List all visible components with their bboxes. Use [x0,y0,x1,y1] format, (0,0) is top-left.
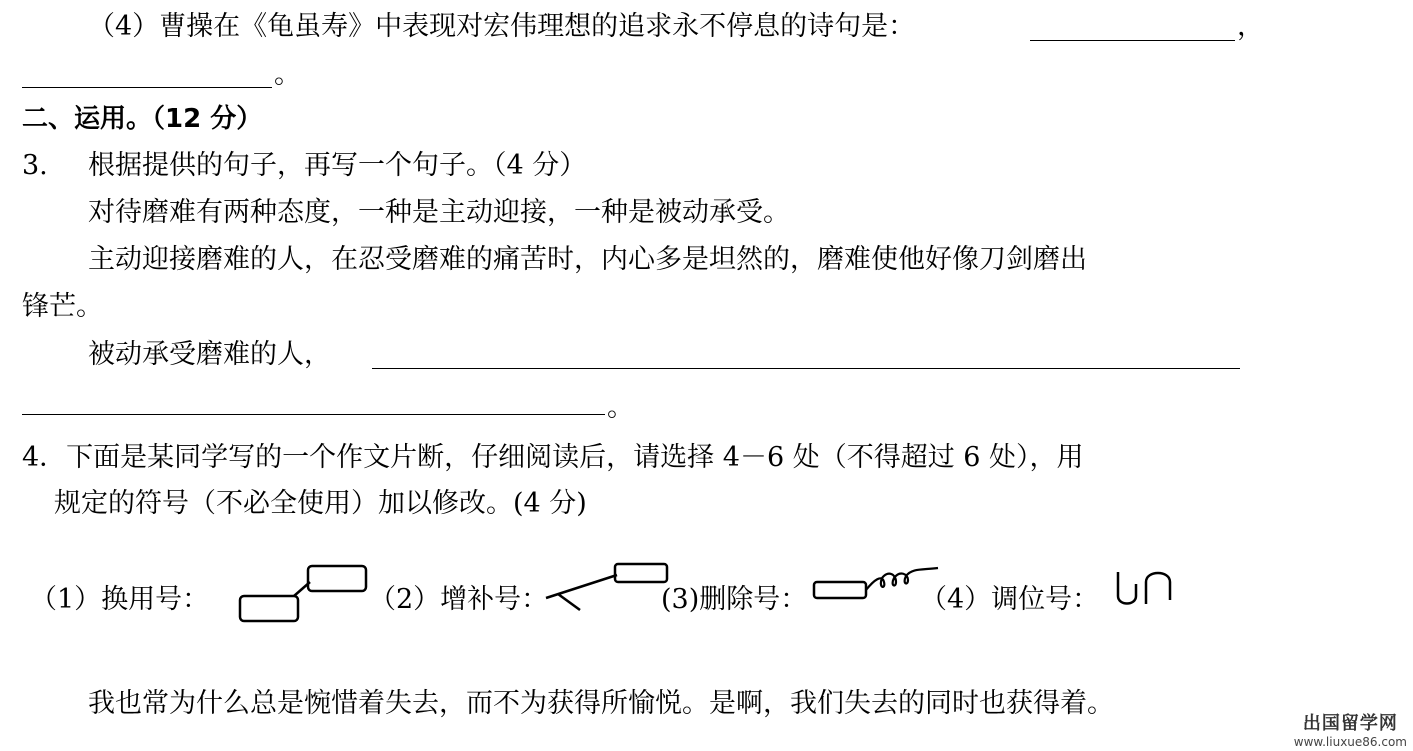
q3-sentence1: 对待磨难有两种态度，一种是主动迎接，一种是被动承受。 [88,197,790,228]
answer-blank-2[interactable] [22,87,272,88]
symbol-label-replace: （1）换用号： [30,584,210,615]
q3-fill-start: 被动承受磨难的人， [88,339,331,370]
q3-sentence2-line2: 锋芒。 [22,291,103,322]
answer-blank-4[interactable] [22,414,605,415]
transpose-mark-icon [1110,566,1180,612]
insert-mark-icon [540,558,670,616]
symbol-label-transpose: （4）调位号： [920,584,1100,615]
section2-heading: 二、运用。（12 分） [22,104,263,134]
watermark-logo [1294,713,1407,749]
q4-prev-comma: ， [1237,11,1264,42]
answer-blank-1[interactable] [1030,40,1235,41]
symbol-label-delete: (3)删除号： [661,584,808,615]
answer-blank-3[interactable] [372,368,1240,369]
q3-number: 3. [22,150,48,181]
q4-prev-text: （4）曹操在《龟虽寿》中表现对宏伟理想的追求永不停息的诗句是： [88,11,916,42]
q3-prompt: 根据提供的句子，再写一个句子。（4 分） [88,150,587,181]
q4-prev-period: 。 [274,59,301,90]
q4-line1: 4．下面是某同学写的一个作文片断，仔细阅读后，请选择 4－6 处（不得超过 6 处），用 [22,442,1084,473]
watermark-title: 出国留学网 [1302,713,1398,734]
watermark-url: www.liuxue86.com [1293,735,1407,749]
q4-line2: 规定的符号（不必全使用）加以修改。(4 分) [54,488,587,519]
q3-fill-end: 。 [607,392,634,423]
symbol-label-insert: （2）增补号： [369,584,549,615]
q4-passage: 我也常为什么总是惋惜着失去，而不为获得所愉悦。是啊，我们失去的同时也获得着。 [88,688,1114,719]
replace-mark-icon [234,560,370,628]
q3-sentence2-line1: 主动迎接磨难的人，在忍受磨难的痛苦时，内心多是坦然的，磨难使他好像刀剑磨出 [88,244,1087,275]
